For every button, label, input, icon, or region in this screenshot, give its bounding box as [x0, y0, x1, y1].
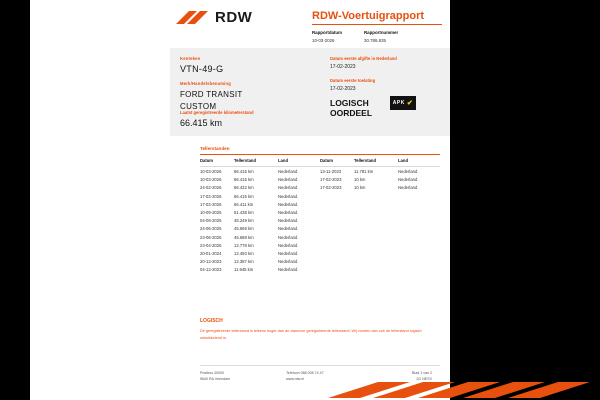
first-nl-registration-label: Datum eerste afgifte in Nederland	[330, 56, 397, 61]
report-date-label: Rapportdatum	[312, 30, 343, 35]
table-cell: Nederland	[398, 177, 418, 183]
table-cell: 10 km	[354, 177, 366, 183]
verdict-line-2: OORDEEL	[330, 108, 373, 118]
table-cell: Nederland	[398, 168, 418, 174]
table-cell: 10 km	[354, 185, 366, 191]
first-admission-value: 17-02-2023	[330, 86, 356, 92]
table-header-row	[200, 157, 320, 167]
table-row	[200, 193, 320, 201]
report-number	[364, 30, 398, 43]
table-cell: 45.668 km	[234, 234, 254, 240]
report-date	[312, 30, 342, 43]
table-cell: Nederland	[278, 193, 298, 199]
table-cell: 24-02-2026	[200, 185, 222, 191]
table-cell: 20-01-2024	[200, 250, 222, 256]
apk-badge-label: APK	[392, 100, 405, 106]
col-datum: Datum	[200, 157, 214, 163]
col-datum: Datum	[320, 157, 334, 163]
document-sheet	[30, 0, 450, 400]
table-row	[200, 209, 320, 217]
footer-page-number: Blad 1 van 2	[412, 371, 432, 375]
table-title: Tellerstanden	[200, 146, 230, 151]
table-row	[200, 234, 320, 242]
header-divider	[312, 24, 442, 25]
table-row	[200, 184, 320, 192]
table-row	[200, 168, 320, 176]
col-land: Land	[278, 157, 289, 163]
footer-address-line2: 9640 RA Veendam	[200, 377, 230, 381]
odometer-readings-section	[200, 146, 440, 275]
verdict-line-1: LOGISCH	[330, 98, 369, 108]
table-cell: 17-02-2026	[200, 201, 222, 207]
vehicle-summary-panel	[170, 48, 450, 136]
verdict-explanation	[200, 318, 440, 341]
table-cell: Nederland	[398, 185, 418, 191]
odometer-label: Laatst geregistreerde kilometerstand	[180, 110, 254, 115]
table-cell: 12.493 km	[234, 250, 254, 256]
table-cell: 11.945 km	[234, 267, 254, 273]
table-cell: 10-09-2025	[200, 209, 222, 215]
table-row	[200, 266, 320, 274]
table-cell: 45.669 km	[234, 226, 254, 232]
footer-phone: Telefoon 088 008 74 47	[286, 371, 324, 375]
merk-value-line2: CUSTOM	[180, 102, 217, 111]
document-header	[30, 0, 450, 48]
table-cell: 23-06-2025	[200, 234, 222, 240]
table-cell: 66.422 km	[234, 185, 254, 191]
readings-left-body	[200, 168, 320, 275]
merk-value-line1: FORD TRANSIT	[180, 90, 243, 99]
table-row	[200, 217, 320, 225]
table-cell: 66.415 km	[234, 168, 254, 174]
brand-wordmark: RDW	[215, 9, 253, 26]
table-cell: 10-03-2026	[200, 177, 222, 183]
report-title: RDW-Voertuigrapport	[312, 10, 425, 22]
table-cell: 24-06-2025	[200, 226, 222, 232]
readings-right-body	[320, 168, 440, 193]
table-cell: 66.415 km	[234, 177, 254, 183]
table-cell: 12.387 km	[234, 259, 254, 265]
table-cell: Nederland	[278, 177, 298, 183]
table-cell: 17-02-2023	[320, 185, 342, 191]
vehicle-identity-block	[170, 48, 320, 136]
table-row	[200, 201, 320, 209]
check-icon: ✔	[406, 99, 414, 107]
col-land: Land	[398, 157, 409, 163]
table-cell: Nederland	[278, 218, 298, 224]
table-cell: Nederland	[278, 201, 298, 207]
report-number-value: 30.786.835	[364, 38, 386, 43]
table-cell: 13-11-2023	[320, 168, 342, 174]
vehicle-dates-block	[330, 48, 450, 136]
table-cell: 23-04-2025	[200, 242, 222, 248]
table-cell: Nederland	[278, 168, 298, 174]
table-row	[200, 225, 320, 233]
footer-website[interactable]: www.rdw.nl	[286, 377, 304, 381]
table-cell: Nederland	[278, 185, 298, 191]
rdw-logo-icon	[175, 10, 211, 28]
table-cell: 10-03-2026	[200, 168, 222, 174]
table-cell: Nederland	[278, 226, 298, 232]
table-cell: 17-02-2026	[200, 193, 222, 199]
verdict-block	[330, 98, 372, 118]
table-cell: Nederland	[278, 259, 298, 265]
report-number-label: Rapportnummer	[364, 30, 399, 35]
footer-address-line1: Postbus 30000	[200, 371, 224, 375]
table-row	[320, 168, 440, 176]
report-date-value: 10-03-2026	[312, 38, 335, 43]
table-row	[320, 184, 440, 192]
table-divider	[200, 154, 440, 155]
table-cell: 17-02-2023	[320, 177, 342, 183]
table-cell: Nederland	[278, 234, 298, 240]
first-admission-label: Datum eerste toelating	[330, 78, 376, 83]
odometer-block	[180, 110, 254, 128]
table-cell: 11.781 km	[354, 168, 374, 174]
decorative-streak-icon	[318, 378, 600, 400]
table-cell: 12.778 km	[234, 242, 254, 248]
table-row	[200, 250, 320, 258]
verdict-explanation-body: De geregistreerde tellerstand is telkens hoger dan de daarvoor geregistreerde tellerstand. Wij vonden dan ook de tellerstand logisch ontwikkelend is.	[200, 329, 422, 340]
table-header-row	[320, 157, 440, 167]
col-tellerstand: Tellerstand	[354, 157, 377, 163]
verdict-explanation-title: LOGISCH	[200, 318, 223, 324]
table-cell: 51.438 km	[234, 209, 254, 215]
footer-doc-code: 2G NESV	[416, 377, 432, 381]
kenteken-label: Kenteken	[180, 56, 201, 61]
table-row	[200, 176, 320, 184]
table-row	[320, 176, 440, 184]
readings-column-left	[200, 157, 320, 275]
odometer-value: 66.415 km	[180, 118, 223, 128]
table-cell: Nederland	[278, 242, 298, 248]
table-cell: 20-12-2023	[200, 259, 222, 265]
report-meta	[312, 30, 442, 43]
apk-badge-icon	[390, 96, 416, 110]
table-cell: 04-12-2023	[200, 267, 222, 273]
first-nl-registration-value: 17-02-2023	[330, 64, 356, 70]
table-cell: Nederland	[278, 209, 298, 215]
table-row	[200, 258, 320, 266]
table-cell: 04-08-2025	[200, 218, 222, 224]
readings-column-right	[320, 157, 440, 275]
merk-label: Merk/Handelsbenaming	[180, 81, 232, 86]
table-row	[200, 242, 320, 250]
kenteken-value: VTN-49-G	[180, 64, 224, 74]
col-tellerstand: Tellerstand	[234, 157, 257, 163]
table-cell: Nederland	[278, 250, 298, 256]
table-cell: 48.249 km	[234, 218, 254, 224]
table-cell: 66.411 km	[234, 201, 254, 207]
table-cell: Nederland	[278, 267, 298, 273]
table-cell: 66.415 km	[234, 193, 254, 199]
footer-address	[200, 370, 286, 382]
